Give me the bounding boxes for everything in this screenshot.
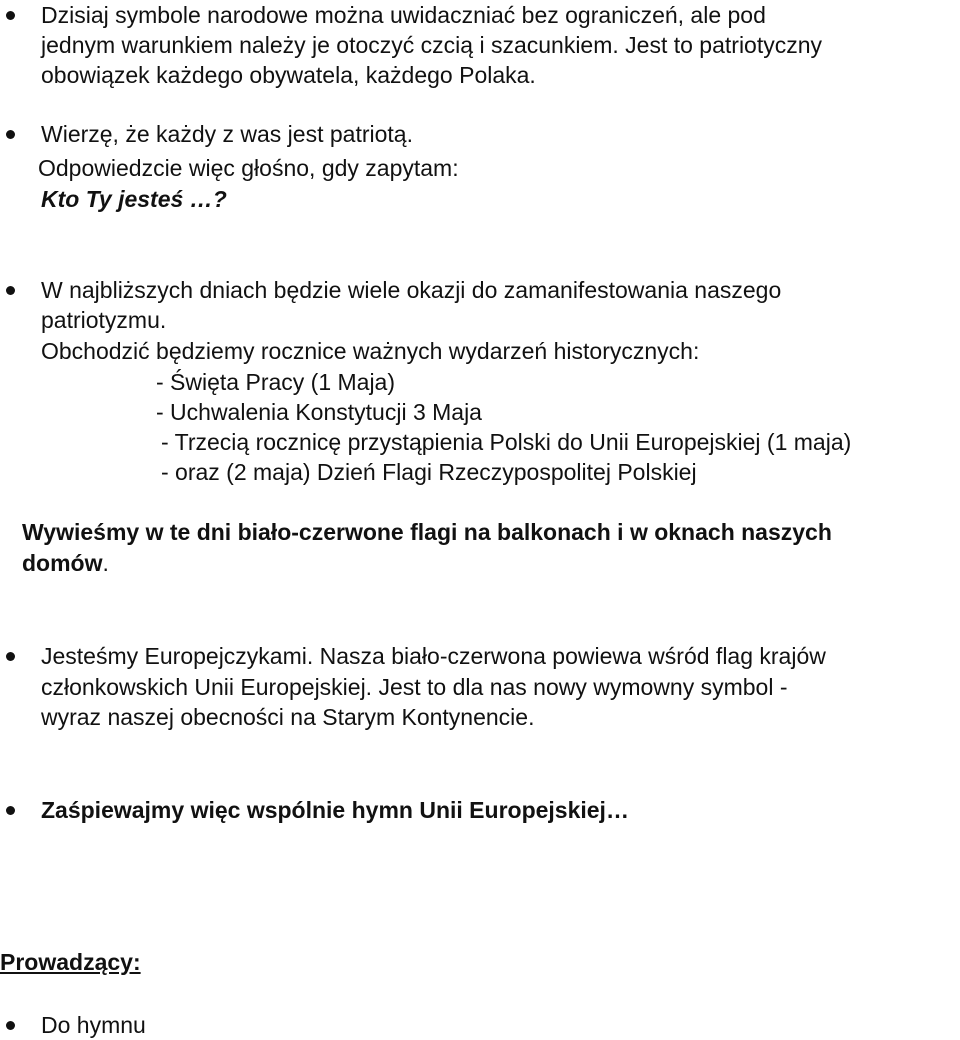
bullet-3-line-2: patriotyzmu. (41, 307, 167, 333)
bullet-4-line-3: wyraz naszej obecności na Starym Kontynencie. (41, 704, 535, 730)
bullet-3-line-1: W najbliższych dniach będzie wiele okazji do zamanifestowania naszego (41, 277, 782, 303)
bullet-3-line-3: Obchodzić będziemy rocznice ważnych wydarzeń historycznych: (41, 338, 700, 364)
appeal-line-2 (22, 548, 109, 578)
bullet-4-dot (6, 652, 15, 661)
bullet-2-line-1: Wierzę, że każdy z was jest patriotą. (41, 121, 413, 147)
event-4: - oraz (2 maja) Dzień Flagi Rzeczypospolitej Polskiej (161, 459, 697, 485)
bullet-5-dot (6, 806, 15, 815)
bullet-6-dot (6, 1021, 15, 1030)
event-2: - Uchwalenia Konstytucji 3 Maja (156, 399, 482, 425)
bullet-2-dot (6, 130, 15, 139)
appeal-bold-word: domów (22, 550, 103, 576)
bullet-2-line-2: Odpowiedzcie więc głośno, gdy zapytam: (38, 155, 459, 181)
bullet-1-line-2: jednym warunkiem należy je otoczyć czcią i szacunkiem. Jest to patriotyczny (41, 32, 823, 58)
bullet-5-text: Zaśpiewajmy więc wspólnie hymn Unii Europejskiej… (41, 797, 629, 823)
bullet-1-line-3: obowiązek każdego obywatela, każdego Polaka. (41, 62, 536, 88)
bullet-1-line-1: Dzisiaj symbole narodowe można uwidaczniać bez ograniczeń, ale pod (41, 2, 766, 28)
appeal-period: . (102, 550, 109, 576)
event-1: - Święta Pracy (1 Maja) (156, 369, 396, 395)
bullet-6-text: Do hymnu (41, 1012, 146, 1038)
bullet-2-question: Kto Ty jesteś …? (41, 186, 227, 212)
bullet-3-dot (6, 286, 15, 295)
event-3: - Trzecią rocznicę przystąpienia Polski do Unii Europejskiej (1 maja) (161, 429, 852, 455)
bullet-4-line-2: członkowskich Unii Europejskiej. Jest to dla nas nowy wymowny symbol - (41, 674, 788, 700)
presenter-heading: Prowadzący: (0, 949, 141, 975)
bullet-4-line-1: Jesteśmy Europejczykami. Nasza biało-czerwona powiewa wśród flag krajów (41, 643, 826, 669)
bullet-1-dot (6, 11, 15, 20)
appeal-line-1: Wywieśmy w te dni biało-czerwone flagi na balkonach i w oknach naszych (22, 519, 832, 545)
